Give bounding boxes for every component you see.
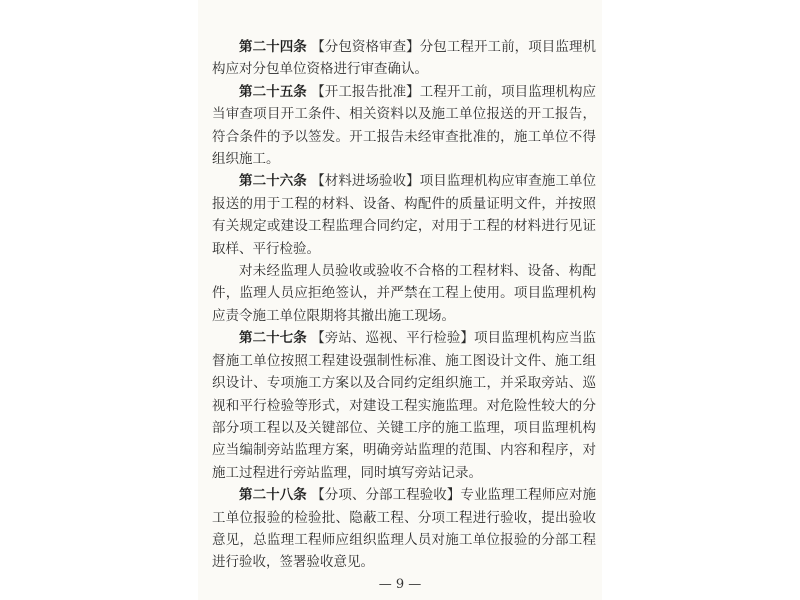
article-24-title: 【分包资格审查】 bbox=[311, 39, 420, 55]
article-24-number: 第二十四条 bbox=[239, 39, 307, 55]
article-26-paragraph-2: 对未经监理人员验收或验收不合格的工程材料、设备、构配件，监理人员应拒绝签认，并严禁在工程上使用。项目监理机构应责令施工单位限期将其撤出施工现场。 bbox=[212, 263, 596, 324]
article-24-text: 分包工程开工前，项目监理机构应对分包单位资格进行审查确认。 bbox=[212, 39, 597, 78]
article-28-title: 【分项、分部工程验收】 bbox=[311, 487, 461, 504]
article-25-number: 第二十五条 bbox=[239, 83, 307, 100]
article-24 bbox=[212, 36, 596, 81]
article-25-title: 【开工报告批准】 bbox=[311, 83, 420, 100]
article-26-number: 第二十六条 bbox=[239, 173, 307, 190]
page-number: — 9 — bbox=[378, 577, 422, 592]
document-page bbox=[198, 0, 602, 600]
article-25-text: 工程开工前，项目监理机构应当审查项目开工条件、相关资料以及施工单位报送的开工报告，符合条件的予以签发。开工报告未经审查批准的，施工单位不得组织施工。 bbox=[212, 83, 597, 168]
article-25 bbox=[212, 81, 596, 171]
article-28 bbox=[212, 484, 596, 574]
article-26 bbox=[212, 170, 596, 260]
article-28-text: 专业监理工程师应对施工单位报验的检验批、隐蔽工程、分项工程进行验收，提出验收意见，总监理工程师应组织监理人员对施工单位报验的分部工程进行验收，签署验收意见。 bbox=[212, 487, 597, 571]
article-26-text: 项目监理机构应审查施工单位报送的用于工程的材料、设备、构配件的质量证明文件，并按照有关规定或建设工程监理合同约定，对用于工程的材料进行见证取样、平行检验。 bbox=[212, 173, 597, 257]
article-27-text: 项目监理机构应当监督施工单位按照工程建设强制性标准、施工图设计文件、施工组织设计、专项施工方案以及合同约定组织施工，并采取旁站、巡视和平行检验等形式，对建设工程实施监理。对危险性较大的分部分项工程以及关键部位、关键工序的施工监理，项目监理机构应当编制旁站监理方案，明确旁站监理的范围、内容和程序，对施工过程进行旁站监理，同时填写旁站记录。 bbox=[212, 330, 597, 481]
article-27 bbox=[212, 327, 596, 484]
document-body bbox=[212, 36, 596, 574]
article-27-title: 【旁站、巡视、平行检验】 bbox=[311, 330, 474, 347]
article-27-number: 第二十七条 bbox=[239, 330, 307, 347]
article-26-title: 【材料进场验收】 bbox=[311, 173, 420, 190]
article-28-number: 第二十八条 bbox=[239, 487, 307, 504]
